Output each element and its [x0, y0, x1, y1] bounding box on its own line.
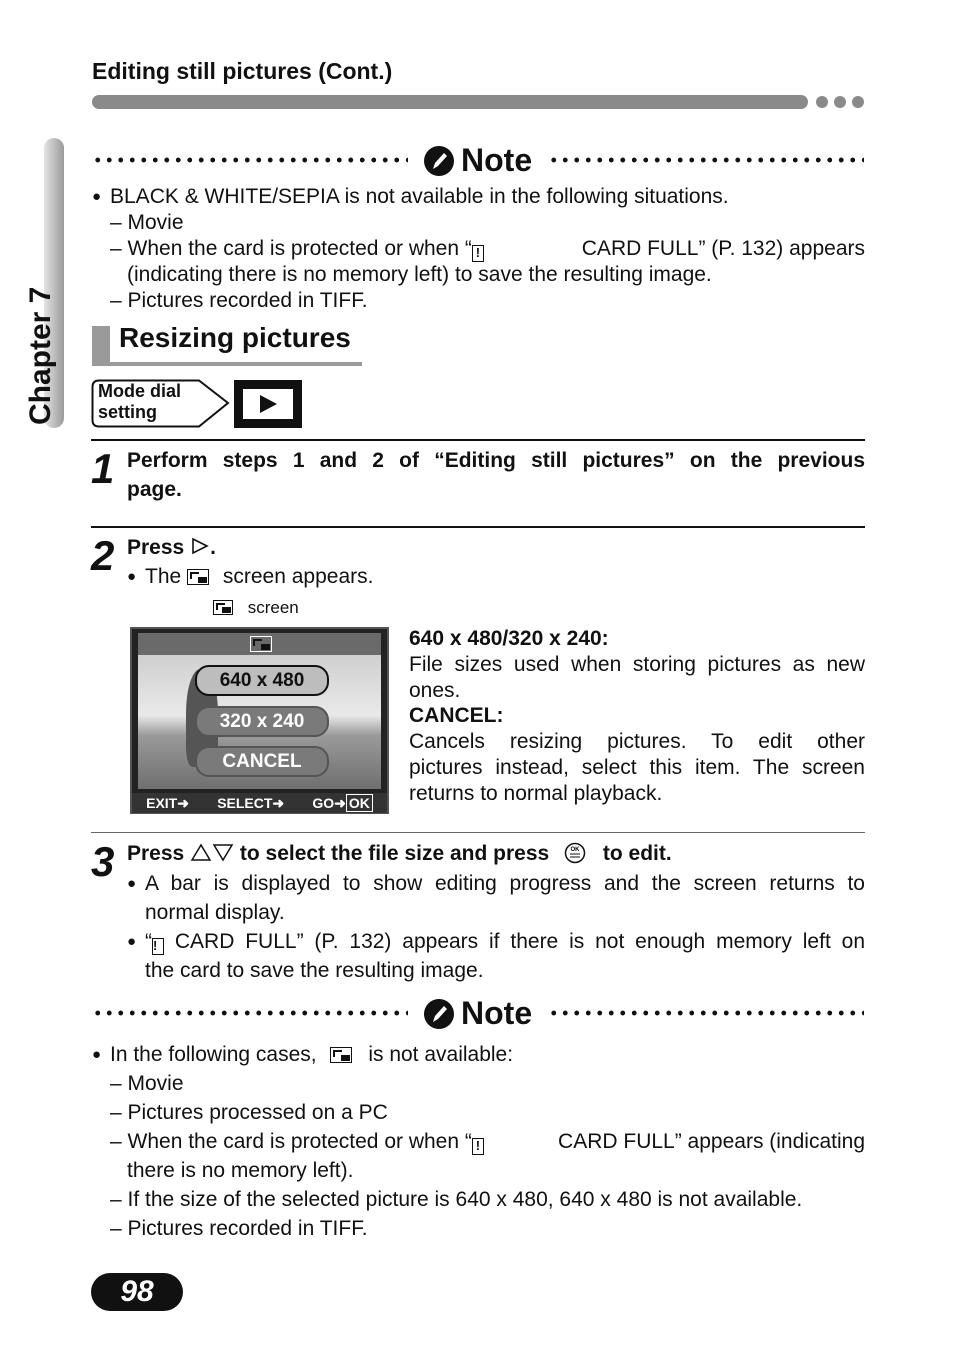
- list-item: – Pictures recorded in TIFF.: [110, 289, 368, 312]
- resize-icon: [213, 600, 233, 615]
- card-warning-icon: !: [472, 1138, 484, 1155]
- lcd-option-cancel[interactable]: CANCEL: [195, 746, 329, 777]
- lcd-select-hint: SELECT➜: [217, 794, 285, 811]
- step-text: Perform steps 1 and 2 of “Editing still pictures” on the previous page.: [127, 449, 865, 501]
- card-warning-icon: !: [152, 938, 164, 955]
- cancel-label: CANCEL:: [409, 704, 504, 727]
- step-divider: [91, 526, 865, 528]
- list-item: – Movie: [110, 211, 184, 234]
- step-text: Press to select the file size and press OK to edit.: [127, 842, 672, 865]
- note-title: Note: [461, 995, 533, 1031]
- note-dotted-rule: [548, 157, 864, 163]
- step-divider: [91, 832, 865, 833]
- note-heading: [423, 142, 532, 179]
- section-title: Resizing pictures: [119, 322, 351, 353]
- list-item: – If the size of the selected picture is 640 x 480, 640 x 480 is not available.: [110, 1188, 803, 1211]
- right-arrow-icon: [190, 537, 210, 555]
- step-number: 2: [91, 532, 115, 579]
- lcd-title-bar: [138, 633, 381, 655]
- svg-text:Chapter 7: Chapter 7: [24, 286, 57, 425]
- chapter-label: [0, 130, 78, 425]
- note-heading: [423, 995, 532, 1032]
- step-divider: [91, 439, 865, 441]
- screen-caption: screen: [213, 598, 299, 618]
- pencil-icon: [423, 998, 455, 1030]
- note-intro: ● BLACK & WHITE/SEPIA is not available in the following situations.: [92, 185, 729, 208]
- list-item: – When the card is protected or when “ ! CARD FULL” appears (indicating: [110, 1130, 865, 1153]
- header-dot: [852, 96, 864, 108]
- step-bullet: ● A bar is displayed to show editing progress and the screen returns to normal display.: [127, 872, 865, 924]
- step-number: 1: [91, 445, 115, 492]
- list-item: – Pictures processed on a PC: [110, 1101, 388, 1124]
- size-label: 640 x 480/320 x 240:: [409, 627, 609, 650]
- ok-button-icon: [563, 842, 589, 864]
- lcd-exit-hint: EXIT➜: [146, 794, 189, 811]
- list-item: – Pictures recorded in TIFF.: [110, 1217, 368, 1240]
- step-bullet: ● The screen appears.: [127, 565, 374, 588]
- mode-dial-label: Mode dial setting: [98, 381, 182, 422]
- step-bullet: ● “! CARD FULL” (P. 132) appears if there is not enough memory left on the card to save the resulting image.: [127, 930, 865, 982]
- list-item: there is no memory left).: [127, 1159, 354, 1182]
- resize-icon: [250, 636, 272, 652]
- lcd-option-640[interactable]: 640 x 480: [195, 665, 329, 696]
- section-marker: [92, 326, 110, 364]
- header-rule: [92, 95, 808, 109]
- camera-lcd-screen: [130, 627, 389, 814]
- step-number: 3: [91, 838, 115, 885]
- playback-icon: [233, 379, 303, 429]
- pencil-icon: [423, 145, 455, 177]
- size-description: File sizes used when storing pictures as new ones.: [409, 653, 865, 702]
- lcd-go-hint: GO➜ OK: [312, 795, 373, 812]
- up-down-arrows-icon: [190, 842, 234, 862]
- list-item: – Movie: [110, 1072, 184, 1095]
- note-dotted-rule: [92, 157, 408, 163]
- header-dot: [816, 96, 828, 108]
- list-item: – When the card is protected or when “ ! CARD FULL” (P. 132) appears: [110, 237, 865, 260]
- lcd-button-guide: [132, 793, 387, 813]
- card-warning-icon: !: [472, 245, 484, 262]
- page-number: 98: [91, 1273, 183, 1311]
- header-dot: [834, 96, 846, 108]
- cancel-description: Cancels resizing pictures. To edit other pictures instead, select this item. The screen returns to normal playback.: [409, 730, 865, 805]
- step-text: Press .: [127, 536, 216, 559]
- svg-text:OK: OK: [570, 847, 580, 853]
- page-header-title: Editing still pictures (Cont.): [92, 58, 393, 84]
- lcd-option-320[interactable]: 320 x 240: [195, 706, 329, 737]
- section-underline: [92, 362, 362, 366]
- resize-icon: [187, 569, 209, 585]
- note-dotted-rule: [548, 1010, 864, 1016]
- note-dotted-rule: [92, 1010, 408, 1016]
- resize-icon: [330, 1047, 352, 1063]
- note-title: Note: [461, 142, 533, 178]
- note-intro: ● In the following cases, is not available:: [92, 1043, 514, 1066]
- list-item: (indicating there is no memory left) to save the resulting image.: [127, 263, 712, 286]
